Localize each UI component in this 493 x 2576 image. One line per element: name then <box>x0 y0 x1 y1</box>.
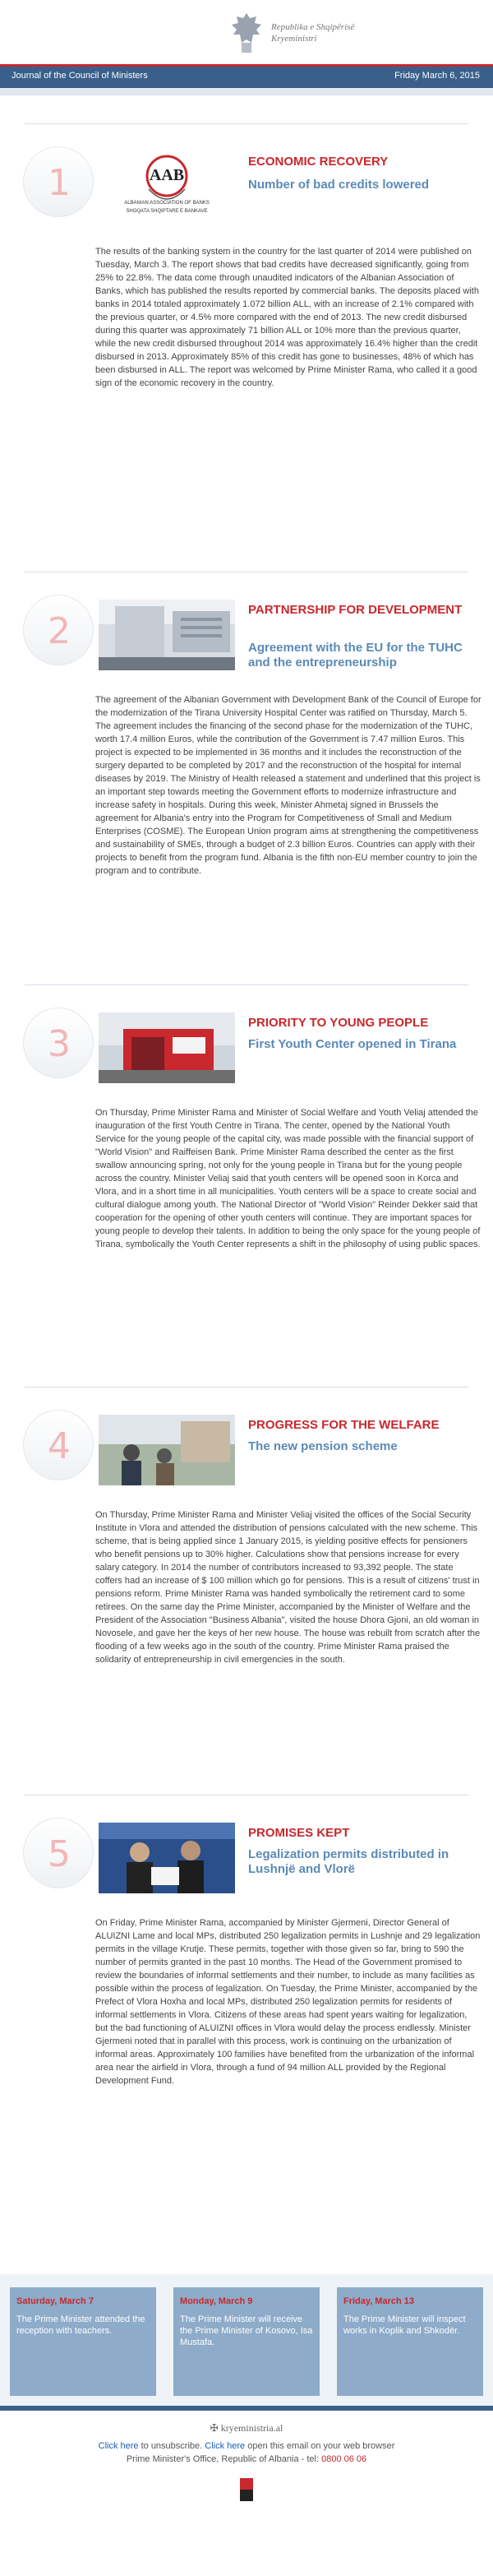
event-text: The Prime Minister attended the reception with teachers. <box>16 2314 145 2336</box>
republic-label <box>271 21 354 44</box>
section-photo <box>99 1012 235 1083</box>
footer-site-text: kryeministria.al <box>220 2422 283 2434</box>
footer-unsubscribe-line <box>0 2440 493 2452</box>
event-text: The Prime Minister will inspect works in Koplik and Shkodër. <box>343 2314 466 2336</box>
issue-date: Friday March 6, 2015 <box>394 71 480 81</box>
section-partnership <box>0 572 493 876</box>
section-promises-kept <box>0 1795 493 2086</box>
header <box>0 0 493 95</box>
section-number: 3 <box>48 1023 71 1065</box>
office-text: Prime Minister's Office, Republic of Albania - tel: <box>126 2454 322 2464</box>
aab-logo-sub: ALBANIAN ASSOCIATION OF BANKS <box>124 201 210 206</box>
footer <box>0 2406 493 2576</box>
section-subhead: The new pension scheme <box>248 1439 398 1453</box>
web-version-link[interactable]: Click here <box>205 2441 246 2451</box>
section-young-people <box>0 985 493 1249</box>
upcoming-events <box>0 2274 493 2406</box>
section-headline: PARTNERSHIP FOR DEVELOPMENT <box>248 603 463 617</box>
section-number: 1 <box>48 162 71 204</box>
section-number: 4 <box>48 1425 71 1467</box>
republic-line-1: Republika e Shqipërisë <box>271 22 355 32</box>
event-text: The Prime Minister will receive the Prime Minister of Kosovo, Isa Mustafa. <box>180 2314 313 2347</box>
section-welfare <box>0 1387 493 1665</box>
section-number: 2 <box>48 610 71 652</box>
footer-site-logo[interactable] <box>187 2422 306 2435</box>
event-date: Saturday, March 7 <box>16 2296 94 2306</box>
journal-title: Journal of the Council of Ministers <box>12 71 148 81</box>
unsubscribe-text: to unsubscribe. <box>138 2441 205 2451</box>
section-headline: ECONOMIC RECOVERY <box>248 155 389 169</box>
section-number: 5 <box>48 1833 71 1875</box>
section-number-badge <box>23 1818 94 1888</box>
event-date: Friday, March 13 <box>343 2296 414 2306</box>
section-number-badge <box>23 1008 94 1078</box>
section-headline: PROGRESS FOR THE WELFARE <box>248 1418 440 1432</box>
section-body: The results of the banking system in the country for the last quarter of 2014 were published on Tuesday, March 3. The report shows that bad credits have decreased significantly, going from 25% to 22.8%. The data come through unaudited indicators of the Albanian Association of Banks, which has published the results reported by commercial banks. The deposits placed with banks in 2014 totaled approximately 1.072 billion ALL, with an increase of 2.1% compared with the previous quarter, or 4.5% more compared with the end of 2013. The new credit disbursed during this quarter was approximately 71 billion ALL or 10% more than the previous quarter, while the new credit disbursed throughout 2014 was approximately 16.4% higher than the credit disbursed in 2013. Approximately 85% of this credit has gone to businesses, 48% of which has been disbursed in ALL. The report was welcomed by Prime Minister Rama, who called it a good sign of the economic recovery in the country. <box>95 247 479 388</box>
section-number-badge <box>23 1410 94 1480</box>
aab-logo-main: AAB <box>149 166 185 184</box>
republic-line-2: Kryeministri <box>271 34 317 44</box>
section-subhead: Legalization permits distributed in Lushnjë and Vlorë <box>248 1847 449 1876</box>
aab-logo <box>99 151 235 222</box>
section-body: On Friday, Prime Minister Rama, accompanied by Minister Gjermeni, Director General of ALUIZNI Lame and local MPs, distributed 250 legalization permits in Lushnje and 29 legalization permits in the village Krutje. These permits, together with those given so far, bring to 590 the number of permits granted in the past 10 months. The Head of the Government promised to review the boundaries of informal settlements and their number, to include as many facilities as possible within the process of legalization. On Tuesday, the Prime Minister, accompanied by the Prefect of Vlora Hoxha and local MPs, distributed 250 legalization permits for residents of informal settlements in Vlora. Citizens of these areas had spent years waiting for legalization, but the bad functioning of ALUIZNI offices in Vlora would delay the process endlessly. Minister Gjermeni noted that in parallel with this process, work is continuing on the urbanization of informal areas. Approximately 100 families have benefited from the urbanization of the informal area near the airfield in Vlora, through a fund of 94 million ALL provided by the Regional Development Fund. <box>95 1918 481 2086</box>
section-photo <box>99 1823 235 1893</box>
section-photo <box>99 1415 235 1485</box>
section-headline: PROMISES KEPT <box>248 1826 350 1840</box>
section-subhead: First Youth Center opened in Tirana <box>248 1037 457 1051</box>
section-number-badge <box>23 595 94 665</box>
footer-office-line <box>0 2453 493 2465</box>
event-card <box>337 2287 483 2396</box>
footer-eagle-icon: ✠ <box>210 2422 221 2434</box>
flag-black-stripe <box>240 2490 253 2501</box>
eagle-emblem-icon <box>228 10 265 56</box>
event-card <box>10 2287 156 2396</box>
section-headline: PRIORITY TO YOUNG PEOPLE <box>248 1016 429 1030</box>
flag-red-stripe <box>240 2478 253 2490</box>
section-body: On Thursday, Prime Minister Rama and Minister of Social Welfare and Youth Veliaj attended the inauguration of the first Youth Centre in Tirana. The center, opened by the National Youth Service for the young people of the capital city, was made possible with the financial support of "World Vision" and Raiffeisen Bank. Prime Minister Rama described the center as the first swallow announcing spring, not only for the young people in Tirana but for the young people across the country. Minister Veliaj said that youth centers will be opened soon in Korca and Vlora, and in a short time in all municipalities. Youth centers will be a space to create social and cultural dialogue among youth. The National Director of "World Vision" Reinder Dekker said that cooperation for the opening of other youth centers will continue. They are important spaces for young people to develop their talents. In addition to being the only space for the young people of Tirana, symbolically the Youth Center represents a shift in the philosophy of using public spaces. <box>95 1108 481 1249</box>
section-subhead: Number of bad credits lowered <box>248 178 430 192</box>
section-economic-recovery <box>0 123 493 388</box>
web-version-text: open this email on your web browser <box>245 2441 395 2451</box>
section-subhead: Agreement with the EU for the TUHC and the entrepreneurship <box>248 641 463 669</box>
footer-bar <box>0 2406 493 2411</box>
section-body: The agreement of the Albanian Government with Development Bank of the Council of Europe for the modernization of the Tirana University Hospital Center was ratified on Thursday, March 5. The agreement includes the financing of the second phase for the modernization of the TUHC, worth 17.4 million Euros, while the contribution of the Government is 7.47 million Euros. This project is expected to be implemented in 36 months and it includes the reconstruction of the surgery departed to be completed by 2017 and the reconstruction of the hospital for internal diseases by 2019. The Ministry of Health released a statement and underlined that this project is an important step towards meeting the Government efforts to modernize infrastructure and increase safety in hospitals. During this week, Minister Ahmetaj signed in Brussels the agreement for Albania's entry into the Program for Competitiveness of Small and Medium Enterprises (COSME). The European Union program aims at strengthening the competitiveness and sustainability of SMEs, through a budget of 2.3 billion Euros. Countries can apply with their projects to benefit from the program fund. Albania is the fifth non-EU member country to join the program and to contribute. <box>95 695 481 876</box>
section-number-badge <box>23 146 94 217</box>
unsubscribe-link[interactable]: Click here <box>98 2441 139 2451</box>
section-photo <box>99 600 235 670</box>
section-body: On Thursday, Prime Minister Rama and Minister Veliaj visited the offices of the Social Security Institute in Vlora and attended the distribution of pensions calculated with the new scheme. This scheme, that is being applied since 1 January 2015, is yielding positive effects for pensioners who benefit pensions up to 30% higher. Calculations show that pensions increase for every salary category. In 2014 the number of contributors increased to 93,392 people. The state coffers had an increase of $ 100 million which go for pensions. This is a result of citizens' trust in pensions reform. Prime Minister Rama was handed symbolically the retirement card to some retirees. On the same day the Prime Minister, accompanied by the Minister of Welfare and the President of the Association "Business Albania", visited the house Dhora Gjoni, an old woman in Novosele, and gave her the keys of her new house. The house was rebuilt from scratch after the flooding of a few weeks ago in the south of the country. Prime Minister Rama praised the solidarity of entrepreneurship in civil emergencies in the south. <box>95 1510 481 1665</box>
aab-logo-sub-2: SHOQATA SHQIPTARE E BANKAVE <box>126 209 208 214</box>
event-date: Monday, March 9 <box>180 2296 253 2306</box>
office-phone[interactable]: 0800 06 06 <box>321 2454 367 2464</box>
event-card <box>173 2287 320 2396</box>
